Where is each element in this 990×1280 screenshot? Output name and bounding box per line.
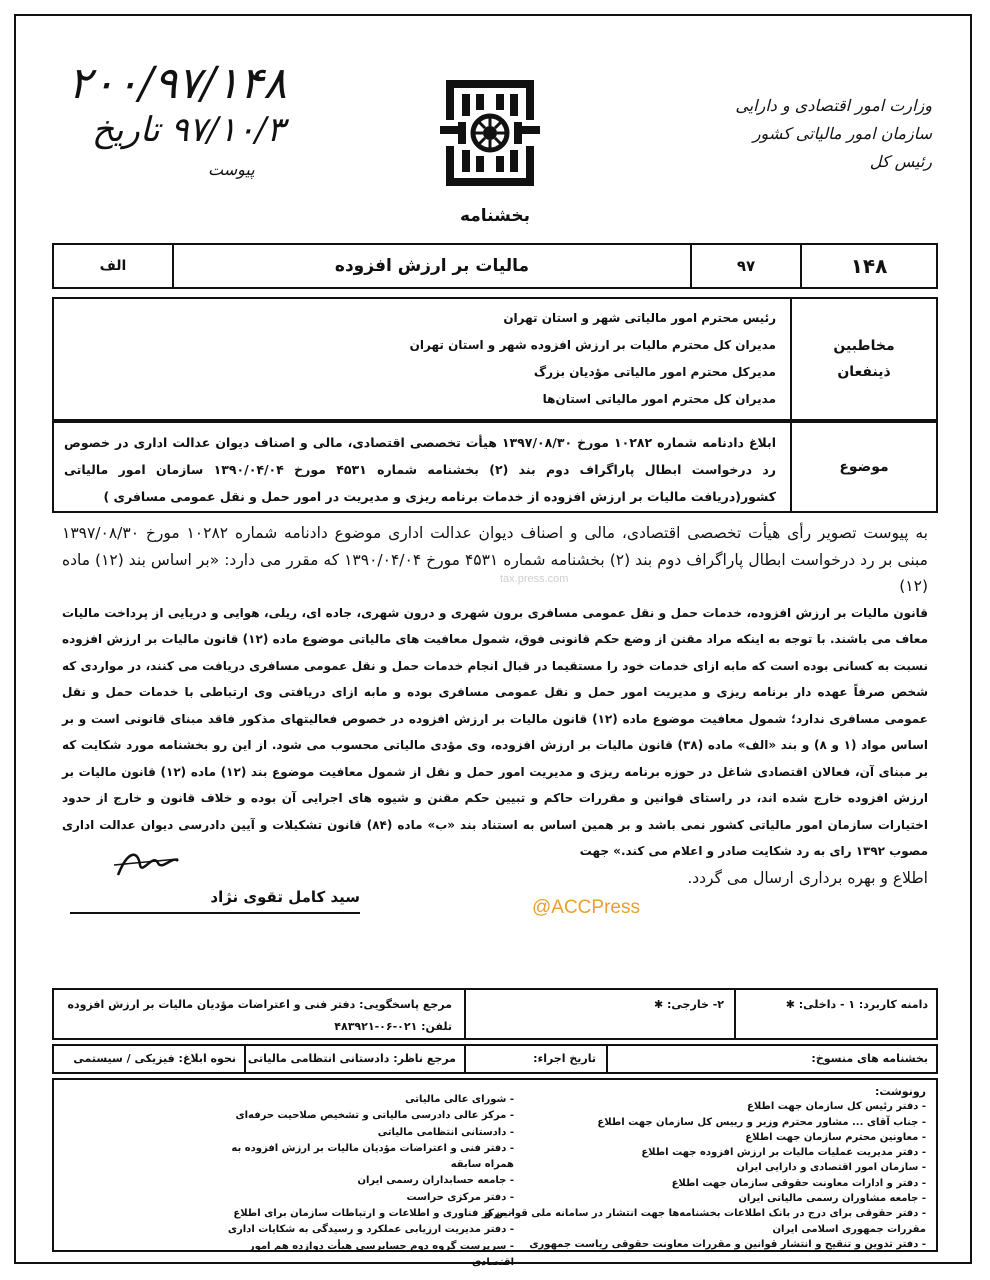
- cc-item: - دفتر فنی و اعتراضات مؤدیان مالیات بر ارزش افزوده به همراه سابقه: [231, 1142, 514, 1171]
- addressees-section: [52, 297, 938, 421]
- cc-item: - جناب آقای ... مشاور محترم وزیر و رییس کل سازمان جهت اطلاع: [597, 1116, 926, 1128]
- tax-organization-logo: [440, 78, 540, 188]
- head-title: رئیس کل: [869, 152, 932, 171]
- body-paragraph: به پیوست تصویر رأی هیأت تخصصی اقتصادی، مالی و اصناف دیوان عدالت اداری موضوع دادنامه شماره ۱۰۲۸۲ مورخ ۱۳۹۷/۰۸/۳۰ مبنی بر رد درخواست ابطال پاراگراف دوم بند (۲) بخشنامه شماره ۴۵۳۱ مورخ ۱۳۹۰/۰۴/۰۴ که مقرر می دارد: «بر اساس بند (۱۲) ماده (۱۲): [62, 524, 928, 595]
- subject-label: موضوع: [790, 423, 936, 511]
- response-reference: مرجع پاسخگویی: دفتر فنی و اعتراضات مؤدیان مالیات بر ارزش افزوده تلفن: ۰۲۱-۰۶-۴۸۳۹۲۱: [58, 994, 452, 1038]
- cc-item: - معاونین محترم سازمان جهت اطلاع: [745, 1131, 926, 1143]
- addressee-line: رئیس محترم امور مالیاتی شهر و استان تهران: [503, 311, 776, 325]
- supervisor-reference: مرجع ناظر: دادستانی انتظامی مالیاتی: [247, 1052, 456, 1065]
- cc-item: - دادستانی انتظامی مالیاتی: [377, 1126, 514, 1138]
- usage-scope-label: دامنه کاربرد: ۱ - داخلی: ✱: [785, 998, 928, 1011]
- organization-name: سازمان امور مالیاتی کشور: [752, 124, 932, 143]
- body-paragraph: اطلاع و بهره برداری ارسال می گردد.: [687, 868, 928, 887]
- addressees-label: مخاطبین ذینفعان: [790, 299, 936, 419]
- cc-item: - دفتر مرکزی حراست: [406, 1191, 514, 1203]
- cc-item: - دفتر و ادارات معاونت حقوقی سازمان جهت اطلاع: [671, 1177, 926, 1189]
- circular-title: مالیات بر ارزش افزوده: [172, 245, 690, 287]
- footer-execution-row: [52, 1044, 938, 1074]
- addressee-line: مدیرکل محترم امور مالیاتی مؤدیان بزرگ: [533, 365, 776, 379]
- cc-item: - مرکز فناوری و اطلاعات و ارتباطات سازمان برای اطلاع: [233, 1208, 514, 1220]
- subject-text: ابلاغ دادنامه شماره ۱۰۲۸۲ مورخ ۱۳۹۷/۰۸/۳۰ هیأت تخصصی اقتصادی، مالی و اصناف دیوان عدالت اداری در خصوص رد درخواست ابطال پاراگراف دوم بند (۲) بخشنامه شماره ۴۵۳۱ مورخ ۱۳۹۰/۰۴/۰۴ سازمان امور مالیاتی کشور(دریافت مالیات بر ارزش افزوده از خدمات برنامه ریزی و مدیریت در امور حمل و نقل عمومی مسافری ): [64, 435, 776, 504]
- cc-item: - سازمان امور اقتصادی و دارایی ایران: [736, 1162, 926, 1174]
- cc-item: - سرپرست گروه دوم حسابرسی هیأت دوازده هم امور اقتصادی: [248, 1240, 514, 1268]
- circular-series: الف: [99, 258, 127, 274]
- cc-title: رونوشت:: [874, 1085, 926, 1098]
- phone-number: تلفن: ۰۲۱-۰۶-۴۸۳۹۲۱: [334, 1020, 452, 1033]
- cc-list-right: [456, 1084, 926, 1252]
- handwritten-date: ۹۷/۱۰/۳ تاریخ: [92, 110, 285, 150]
- faint-watermark-text: tax.press.com: [500, 573, 569, 585]
- cc-item: - جامعه مشاوران رسمی مالیاتی ایران: [738, 1193, 926, 1205]
- ministry-header: [632, 92, 932, 176]
- cc-item: - مرکز عالی دادرسی مالیاتی و تشخیص صلاحیت حرفه‌ای: [235, 1110, 514, 1122]
- handwritten-attachment: پیوست: [208, 160, 255, 179]
- signer-name: سید کامل تقوی نژاد: [210, 888, 360, 906]
- handwritten-signature: [78, 845, 278, 885]
- carbon-copy-section: [52, 1078, 938, 1268]
- addressee-line: مدیران کل محترم مالیات بر ارزش افزوده شهر و استان تهران: [409, 338, 776, 352]
- usage-external: ۲- خارجی: ✱: [653, 998, 724, 1011]
- circular-number: ۱۴۸: [800, 245, 936, 287]
- notification-method: نحوه ابلاغ: فیزیکی / سیستمی: [73, 1052, 236, 1065]
- footer-usage-row: [52, 988, 938, 1040]
- body-paragraph: قانون مالیات بر ارزش افزوده، خدمات حمل و نقل عمومی مسافری برون شهری و درون شهری، جاده ای، ریلی، هوایی و دریایی از پرداخت مالیات معاف می باشند. با توجه به اینکه مراد مقنن از وضع حکم قانونی فوق، شمول معافیت های مالیاتی موضوع ماده (۱۲) قانون مالیات بر ارزش افزوده نسبت به کسانی بوده است که مابه ازای خدمات خود را مستقیما در قبال انجام خدمات حمل و نقل عمومی مسافری دریافت می کنند، در مواردی که شخص صرفاً عهده دار برنامه ریزی و مدیریت امور حمل و نقل عمومی مسافری بوده و مابه ازای دریافتی وی ارتباطی با خدمات حمل و نقل عمومی مسافری ندارد؛ شمول معافیت موضوع ماده (۱۲) قانون مالیات بر ارزش افزوده در خصوص فعالیتهای مذکور فاقد مبنای قانونی است و بر اساس مواد (۱ و ۸) و بند «الف» ماده (۳۸) قانون مالیات بر ارزش افزوده، وی مؤدی مالیاتی محسوب می شود. از این رو بخشنامه مورد شکایت که بر مبنای آن، فعالان اقتصادی شاغل در حوزه برنامه ریزی و مدیریت امور حمل و نقل از شمول معافیت موضوع بند (۱۲) ماده (۱۲) قانون مالیات بر ارزش افزوده خارج شده اند، در راستای قوانین و مقررات حاکم و تبیین حکم مقنن و شیوه های اجرایی آن بوده و خلاف قانون و خارج از حدود اختیارات سازمان امور مالیاتی کشور نمی باشد و بر همین اساس به استناد بند «ب» ماده (۸۴) قانون تشکیلات و آیین دادرسی دیوان عدالت اداری مصوب ۱۳۹۲ رای به رد شکایت صادر و اعلام می کند.» جهت: [62, 605, 928, 858]
- cc-item: - دفتر مدیریت ارزیابی عملکرد و رسیدگی به شکایات اداری: [227, 1224, 514, 1236]
- subject-section: [52, 421, 938, 513]
- usage-internal-mark: ✱: [785, 998, 795, 1011]
- usage-external-mark: ✱: [653, 998, 664, 1011]
- circular-year: ۹۷: [690, 245, 800, 287]
- cc-item: - دفتر مدیریت عملیات مالیات بر ارزش افزوده جهت اطلاع: [641, 1147, 926, 1159]
- document-type: بخشنامه: [459, 206, 531, 226]
- cc-list-left: [224, 1092, 514, 1271]
- circular-body: [62, 520, 928, 891]
- signature-line: [70, 912, 360, 914]
- ministry-name: وزارت امور اقتصادی و دارایی: [735, 96, 932, 115]
- cc-item: - شورای عالی مالیاتی: [405, 1094, 514, 1105]
- circular-header-row: [52, 243, 938, 289]
- cc-item: - جامعه حسابداران رسمی ایران: [357, 1175, 514, 1187]
- cc-item: - دفتر رئیس کل سازمان جهت اطلاع: [747, 1101, 926, 1113]
- accpress-watermark: @ACCPress: [532, 897, 640, 918]
- cancelled-circulars-label: بخشنامه های منسوخ:: [811, 1052, 928, 1065]
- addressees-list: [410, 305, 776, 413]
- cc-item: - دفتر حقوقی برای درج در بانک اطلاعات بخشنامه‌ها جهت انتشار در سامانه ملی قوانین و مقررات جمهوری اسلامی ایران: [484, 1208, 926, 1235]
- handwritten-letter-number: ۲۰۰/۹۷/۱۴۸: [68, 58, 287, 109]
- addressee-line: مدیران کل محترم امور مالیاتی استان‌ها: [542, 392, 776, 406]
- execution-date-label: تاریخ اجراء:: [533, 1052, 596, 1065]
- cc-item: - دفتر تدوین و تنقیح و انتشار قوانین و مقررات معاونت حقوقی ریاست جمهوری: [529, 1238, 926, 1250]
